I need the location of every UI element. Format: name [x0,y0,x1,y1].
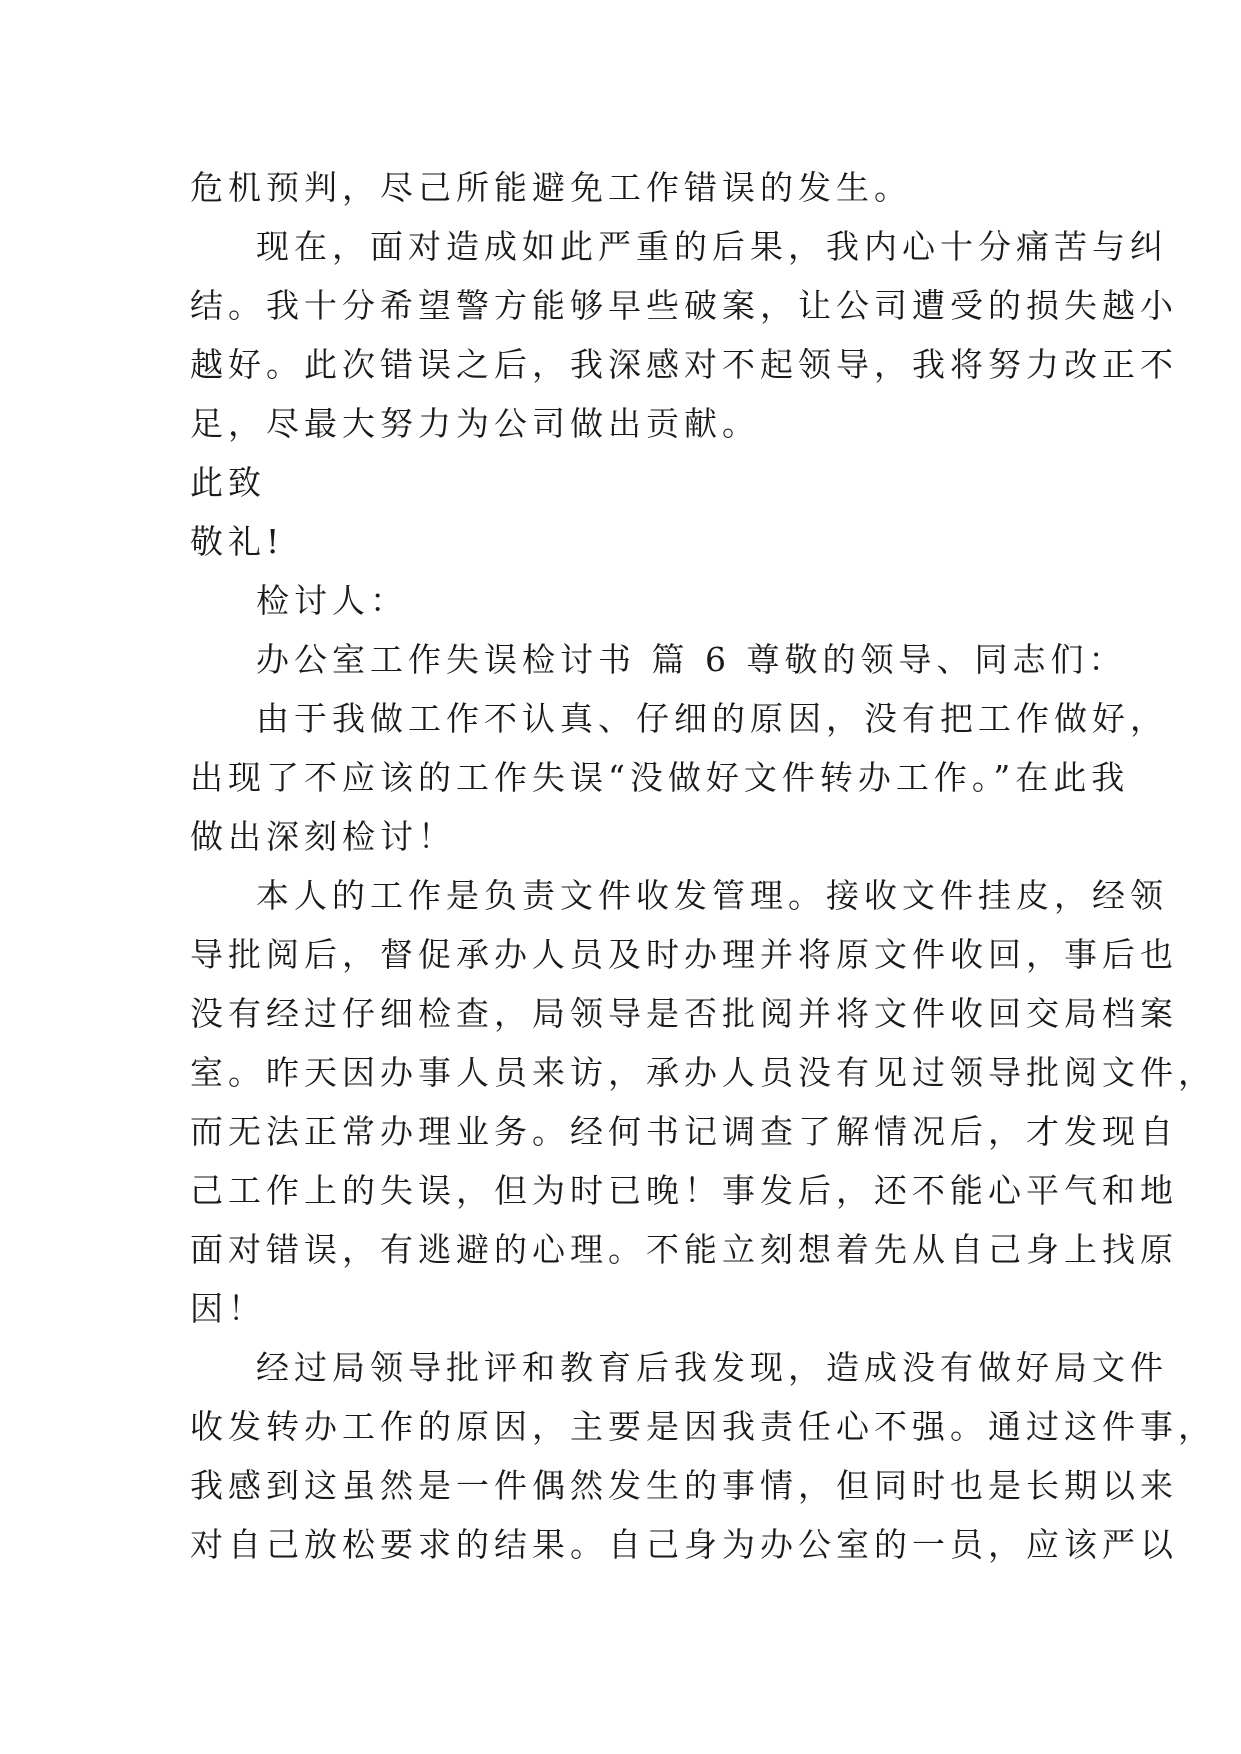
text-line: 没有经过仔细检查，局领导是否批阅并将文件收回交局档案 [190,994,1178,1033]
text-line: 越好。此次错误之后，我深感对不起领导，我将努力改正不 [190,345,1178,384]
text-line: 而无法正常办理业务。经何书记调查了解情况后，才发现自 [190,1112,1178,1151]
text-line: 对自己放松要求的结果。自己身为办公室的一员，应该严以 [190,1525,1178,1564]
text-line: 导批阅后，督促承办人员及时办理并将原文件收回，事后也 [190,935,1178,974]
document-body [190,158,1216,1574]
text-line: 结。我十分希望警方能够早些破案，让公司遭受的损失越小 [190,286,1178,325]
text-line: 经过局领导批评和教育后我发现，造成没有做好局文件 [256,1348,1168,1387]
text-line: 出现了不应该的工作失误“没做好文件转办工作。”在此我 [190,758,1130,797]
text-line: 我感到这虽然是一件偶然发生的事情，但同时也是长期以来 [190,1466,1178,1505]
text-line: 收发转办工作的原因，主要是因我责任心不强。通过这件事， [190,1407,1216,1446]
text-line: 敬礼! [190,522,285,561]
text-line: 检讨人： [256,581,408,620]
text-line: 足，尽最大努力为公司做出贡献。 [190,404,760,443]
text-line: 做出深刻检讨！ [190,817,456,856]
text-line: 办公室工作失误检讨书 篇 6 尊敬的领导、同志们： [256,640,1127,679]
text-line: 现在，面对造成如此严重的后果，我内心十分痛苦与纠 [256,227,1168,266]
text-line: 危机预判，尽己所能避免工作错误的发生。 [190,168,912,207]
text-line: 室。昨天因办事人员来访，承办人员没有见过领导批阅文件， [190,1053,1216,1092]
text-line: 因！ [190,1289,266,1328]
text-line: 此致 [190,463,266,502]
text-line: 本人的工作是负责文件收发管理。接收文件挂皮，经领 [256,876,1168,915]
text-line: 己工作上的失误，但为时已晚！事发后，还不能心平气和地 [190,1171,1178,1210]
text-line: 由于我做工作不认真、仔细的原因，没有把工作做好， [256,699,1168,738]
text-line: 面对错误，有逃避的心理。不能立刻想着先从自己身上找原 [190,1230,1178,1269]
